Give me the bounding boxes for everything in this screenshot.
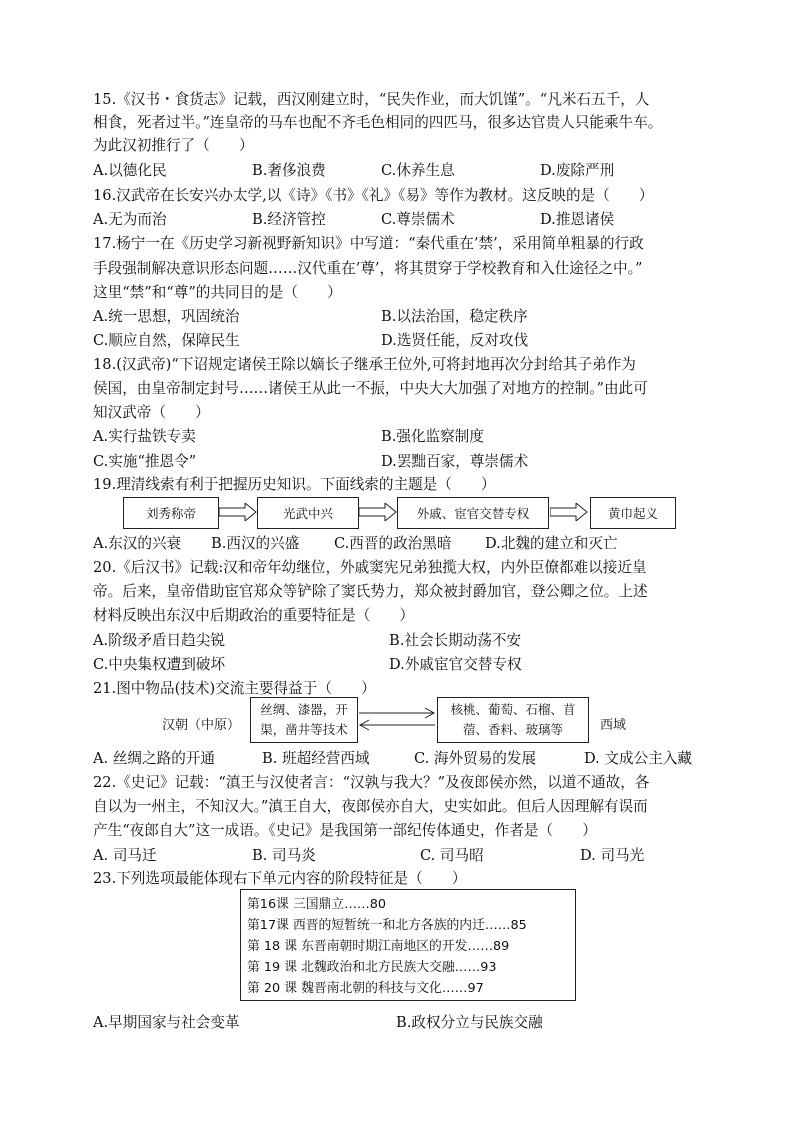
q23-option-a: A.早期国家与社会变革 — [93, 1014, 240, 1031]
q19-option-a: A.东汉的兴衰 — [93, 535, 182, 552]
q19-text-line1: 19.理清线索有利于把握历史知识。下面线索的主题是（ ） — [93, 476, 496, 493]
q22-option-c: C. 司马昭 — [420, 847, 484, 864]
q17-text-line3: 这里“禁”和“尊”的共同目的是（ ） — [93, 284, 342, 301]
q21-left-box — [250, 697, 358, 743]
q17-text-line1: 17.杨宁一在《历史学习新视野新知识》中写道：“秦代重在’禁’，采用简单粗暴的行政 — [93, 235, 644, 252]
q17-text-line2: 手段强制解决意识形态问题……汉代重在’尊’，将其贯穿于学校教育和入仕途径之中。” — [93, 260, 643, 277]
q19-option-b: B.西汉的兴盛 — [211, 535, 300, 552]
q19-arrow-3 — [550, 503, 588, 521]
q21-right-label: 西域 — [600, 718, 627, 733]
q20-option-d: D.外戚宦官交替专权 — [389, 656, 522, 673]
q16-option-a: A.无为而治 — [93, 211, 167, 228]
q18-option-d: D.罢黜百家，尊崇儒术 — [381, 453, 529, 470]
q16-option-c: C.尊崇儒术 — [381, 211, 455, 228]
q23-toc-line-16: 第16课 三国鼎立……80 — [247, 897, 387, 912]
q16-option-d: D.推恩诸侯 — [540, 211, 615, 228]
q17-option-b: B.以法治国，稳定秩序 — [381, 308, 528, 325]
q19-flow-step-4: 黄巾起义 — [590, 497, 676, 529]
q18-option-a: A.实行盐铁专卖 — [93, 428, 196, 445]
q20-text-line2: 帝。后来，皇帝借助宦官郑众等铲除了窦氏势力，郑众被封爵加官，登公卿之位。上述 — [93, 583, 648, 600]
q15-option-a: A.以德化民 — [93, 162, 167, 179]
q22-option-a: A. 司马迁 — [93, 847, 157, 864]
q19-flow-step-1: 刘秀称帝 — [123, 497, 219, 529]
q15-text-line2: 相食，死者过半。”连皇帝的马车也配不齐毛色相同的四匹马，很多达官贵人只能乘牛车。 — [93, 114, 663, 131]
q21-text-line1: 21.图中物品(技术)交流主要得益于（ ） — [93, 680, 376, 697]
q21-right-box-line2: 蓿、香料、玻璃等 — [462, 722, 563, 737]
q15-option-d: D.废除严刑 — [540, 162, 615, 179]
q15-text-line3: 为此汉初推行了（ ） — [93, 137, 254, 154]
q19-option-d: D.北魏的建立和灭亡 — [485, 535, 618, 552]
q16-option-b: B.经济管控 — [252, 211, 326, 228]
q20-text-line1: 20.《后汉书》记载:汉和帝年幼继位，外戚窦宪兄弟独揽大权，内外臣僚都难以接近皇 — [93, 559, 647, 576]
q21-left-box-line2: 渠，凿井等技术 — [260, 722, 348, 737]
q17-option-a: A.统一思想，巩固统治 — [93, 308, 240, 325]
q16-text-line1: 16.汉武帝在长安兴办太学,以《诗》《书》《礼》《易》等作为教材。这反映的是（ ） — [93, 187, 654, 204]
q15-option-c: C.休养生息 — [381, 162, 455, 179]
q15-text-line1: 15.《汉书・食货志》记载，西汉刚建立时，“民失作业，而大饥馑”。“凡米石五千，人 — [93, 91, 650, 108]
q23-option-b: B.政权分立与民族交融 — [396, 1014, 543, 1031]
q18-text-line1: 18.(汉武帝)“下诏规定诸侯王除以嫡长子继承王位外,可将封地再次分封给其子弟作为 — [93, 356, 636, 373]
q21-option-c: C. 海外贸易的发展 — [414, 750, 537, 767]
q20-option-c: C.中央集权遭到破坏 — [93, 656, 226, 673]
q23-toc-line-17: 第17课 西晋的短暂统一和北方各族的内迁……85 — [247, 918, 527, 933]
q23-text-line1: 23.下列选项最能体现右下单元内容的阶段特征是（ ） — [93, 870, 467, 887]
q23-toc-line-19: 第 19 课 北魏政治和北方民族大交融……93 — [247, 960, 497, 975]
q22-option-d: D. 司马光 — [580, 847, 645, 864]
q17-option-c: C.顺应自然，保障民生 — [93, 332, 240, 349]
q19-option-c: C.西晋的政治黑暗 — [334, 535, 452, 552]
q21-option-a: A. 丝绸之路的开通 — [93, 750, 215, 767]
q21-right-box — [437, 697, 589, 743]
q22-option-b: B. 司马炎 — [252, 847, 316, 864]
q22-text-line2: 自以为一州主，不知汉大。”滇王自大，夜郎侯亦自大，史实如此。但后人因理解有误而 — [93, 798, 648, 815]
q18-text-line2: 侯国，由皇帝制定封号……诸侯王从此一不振，中央大大加强了对地方的控制。”由此可 — [93, 380, 648, 397]
q20-option-b: B.社会长期动荡不安 — [389, 632, 522, 649]
q20-text-line3: 材料反映出东汉中后期政治的重要特征是（ ） — [93, 607, 415, 624]
q19-arrow-2 — [359, 503, 397, 521]
q21-exchange-arrows — [357, 706, 437, 732]
q21-option-b: B. 班超经营西域 — [262, 750, 370, 767]
q22-text-line3: 产生“夜郎自大”这一成语。《史记》是我国第一部纪传体通史，作者是（ ） — [93, 822, 597, 839]
q21-option-d: D. 文成公主入藏 — [584, 750, 693, 767]
q22-text-line1: 22.《史记》记载：“滇王与汉使者言：“汉孰与我大？”及夜郎侯亦然，以道不通故，各 — [93, 774, 650, 791]
q21-left-label: 汉朝（中原） — [162, 718, 241, 733]
q21-right-box-line1: 核桃、葡萄、石榴、苜 — [450, 702, 576, 717]
q20-option-a: A.阶级矛盾日趋尖锐 — [93, 632, 225, 649]
q23-toc-line-18: 第 18 课 东晋南朝时期江南地区的开发……89 — [247, 939, 510, 954]
q18-text-line3: 知汉武帝（ ） — [93, 404, 210, 421]
q19-flow-step-2: 光武中兴 — [257, 497, 359, 529]
q19-arrow-1 — [219, 503, 257, 521]
q23-unit-contents-box — [240, 889, 576, 1001]
q18-option-c: C.实施“推恩令” — [93, 453, 197, 470]
q15-option-b: B.奢侈浪费 — [252, 162, 326, 179]
q19-flow-step-3: 外戚、宦官交替专权 — [397, 497, 549, 529]
q18-option-b: B.强化监察制度 — [381, 428, 484, 445]
q23-toc-line-20: 第 20 课 魏晋南北朝的科技与文化……97 — [247, 981, 484, 996]
q17-option-d: D.选贤任能，反对攻伐 — [381, 332, 529, 349]
q21-left-box-line1: 丝绸、漆器，开 — [260, 702, 348, 717]
